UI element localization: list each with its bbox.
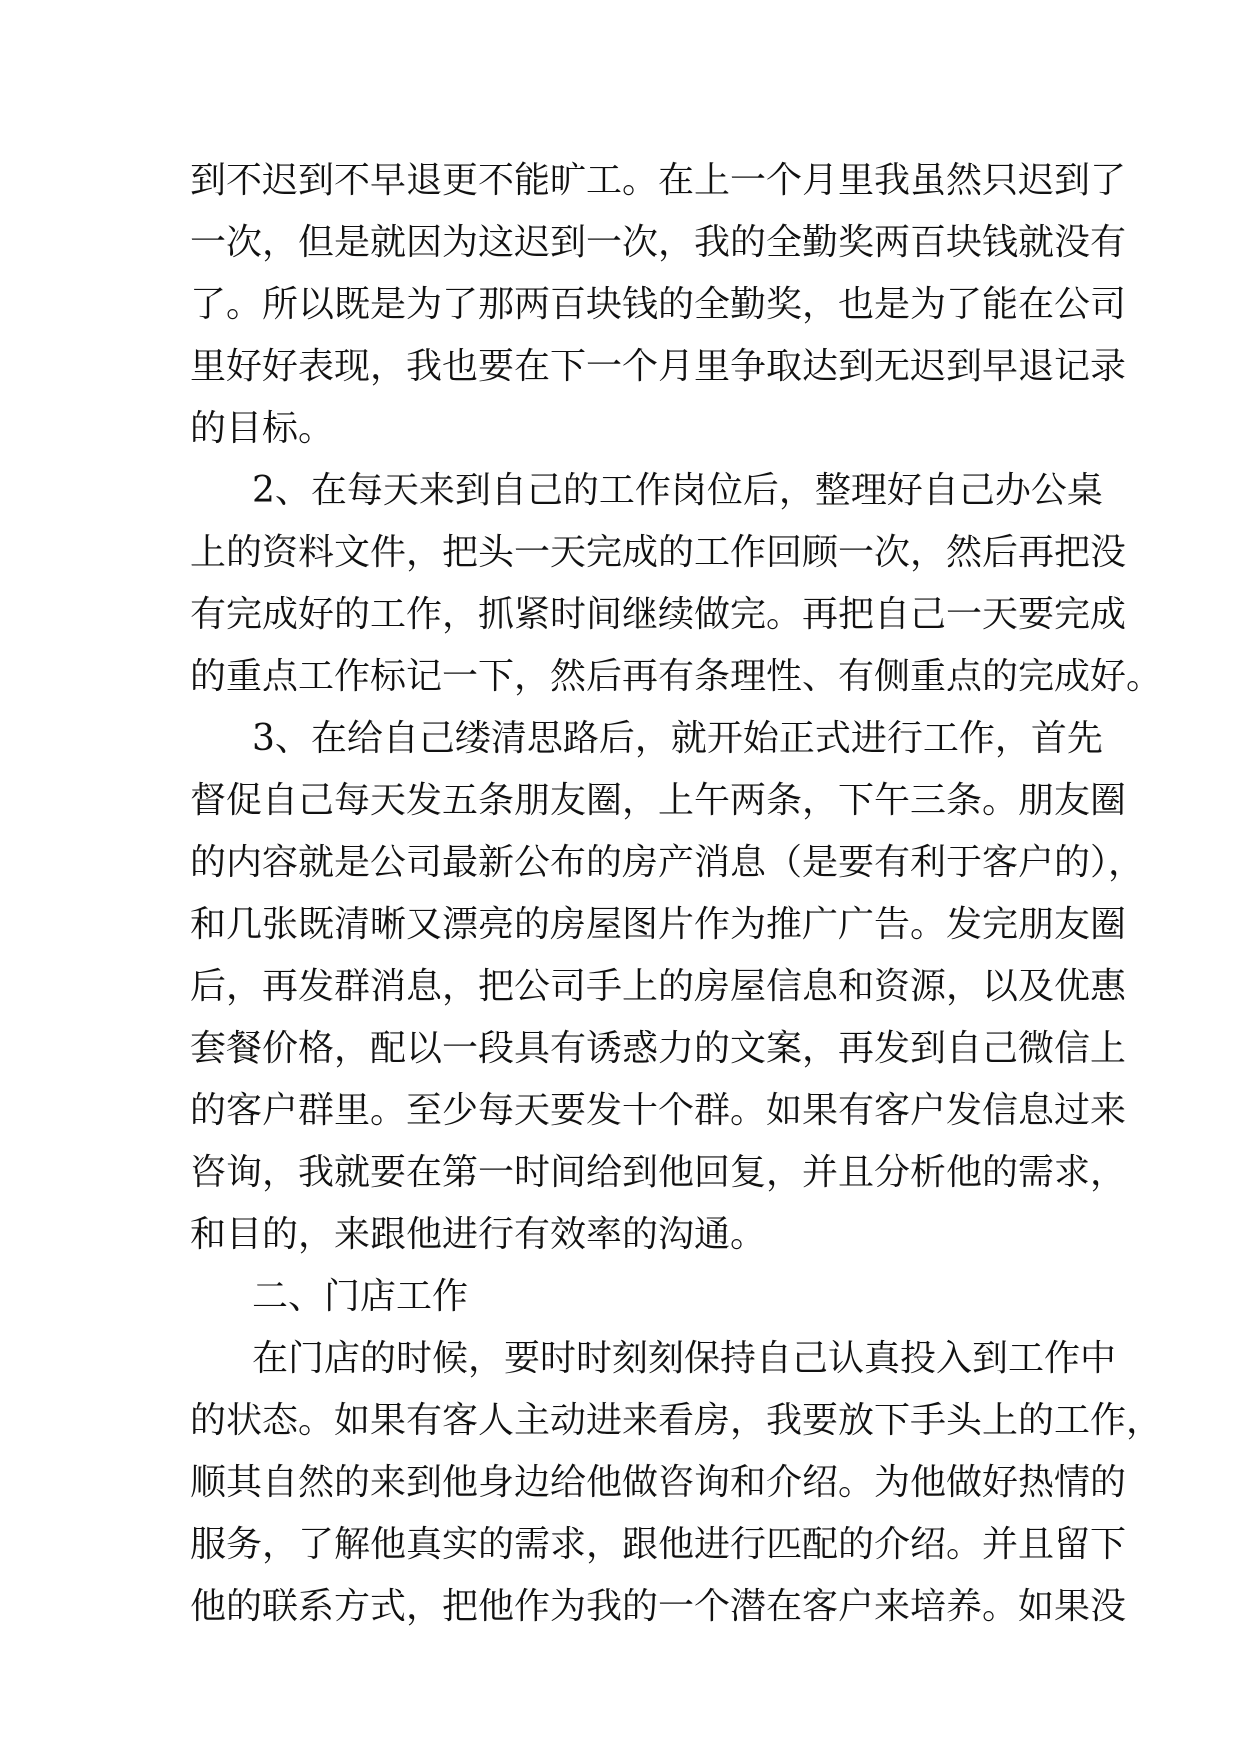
section-heading: 二、门店工作	[252, 1276, 469, 1317]
text-line: 上的资料文件，把头一天完成的工作回顾一次，然后再把没	[190, 532, 1127, 573]
text-line: 后，再发群消息，把公司手上的房屋信息和资源，以及优惠	[190, 966, 1127, 1007]
text-line: 服务，了解他真实的需求，跟他进行匹配的介绍。并且留下	[190, 1524, 1127, 1565]
text-line: 和几张既清晰又漂亮的房屋图片作为推广广告。发完朋友圈	[190, 904, 1127, 945]
text-line: 的内容就是公司最新公布的房产消息（是要有利于客户的），	[190, 842, 1145, 883]
text-line: 有完成好的工作，抓紧时间继续做完。再把自己一天要完成	[190, 594, 1127, 635]
text-line: 的目标。	[190, 408, 335, 449]
text-line: 一次，但是就因为这迟到一次，我的全勤奖两百块钱就没有	[190, 222, 1127, 263]
paragraph-first-line: 在门店的时候，要时时刻刻保持自己认真投入到工作中	[252, 1338, 1117, 1379]
text-line: 的客户群里。至少每天要发十个群。如果有客户发信息过来	[190, 1090, 1127, 1131]
text-line: 他的联系方式，把他作为我的一个潜在客户来培养。如果没	[190, 1586, 1127, 1627]
text-line: 督促自己每天发五条朋友圈，上午两条，下午三条。朋友圈	[190, 780, 1127, 821]
paragraph-first-line: 3、在给自己缕清思路后，就开始正式进行工作，首先	[252, 718, 1103, 759]
text-line: 和目的，来跟他进行有效率的沟通。	[190, 1214, 767, 1255]
paragraph-first-line: 2、在每天来到自己的工作岗位后，整理好自己办公桌	[252, 470, 1103, 511]
text-line: 的重点工作标记一下，然后再有条理性、有侧重点的完成好。	[190, 656, 1163, 697]
text-line: 了。所以既是为了那两百块钱的全勤奖，也是为了能在公司	[190, 284, 1127, 325]
text-line: 里好好表现，我也要在下一个月里争取达到无迟到早退记录	[190, 346, 1127, 387]
text-line: 顺其自然的来到他身边给他做咨询和介绍。为他做好热情的	[190, 1462, 1127, 1503]
text-line: 咨询，我就要在第一时间给到他回复，并且分析他的需求，	[190, 1152, 1127, 1193]
text-line: 套餐价格，配以一段具有诱惑力的文案，再发到自己微信上	[190, 1028, 1127, 1069]
text-line: 的状态。如果有客人主动进来看房，我要放下手头上的工作，	[190, 1400, 1163, 1441]
text-line: 到不迟到不早退更不能旷工。在上一个月里我虽然只迟到了	[190, 160, 1127, 201]
